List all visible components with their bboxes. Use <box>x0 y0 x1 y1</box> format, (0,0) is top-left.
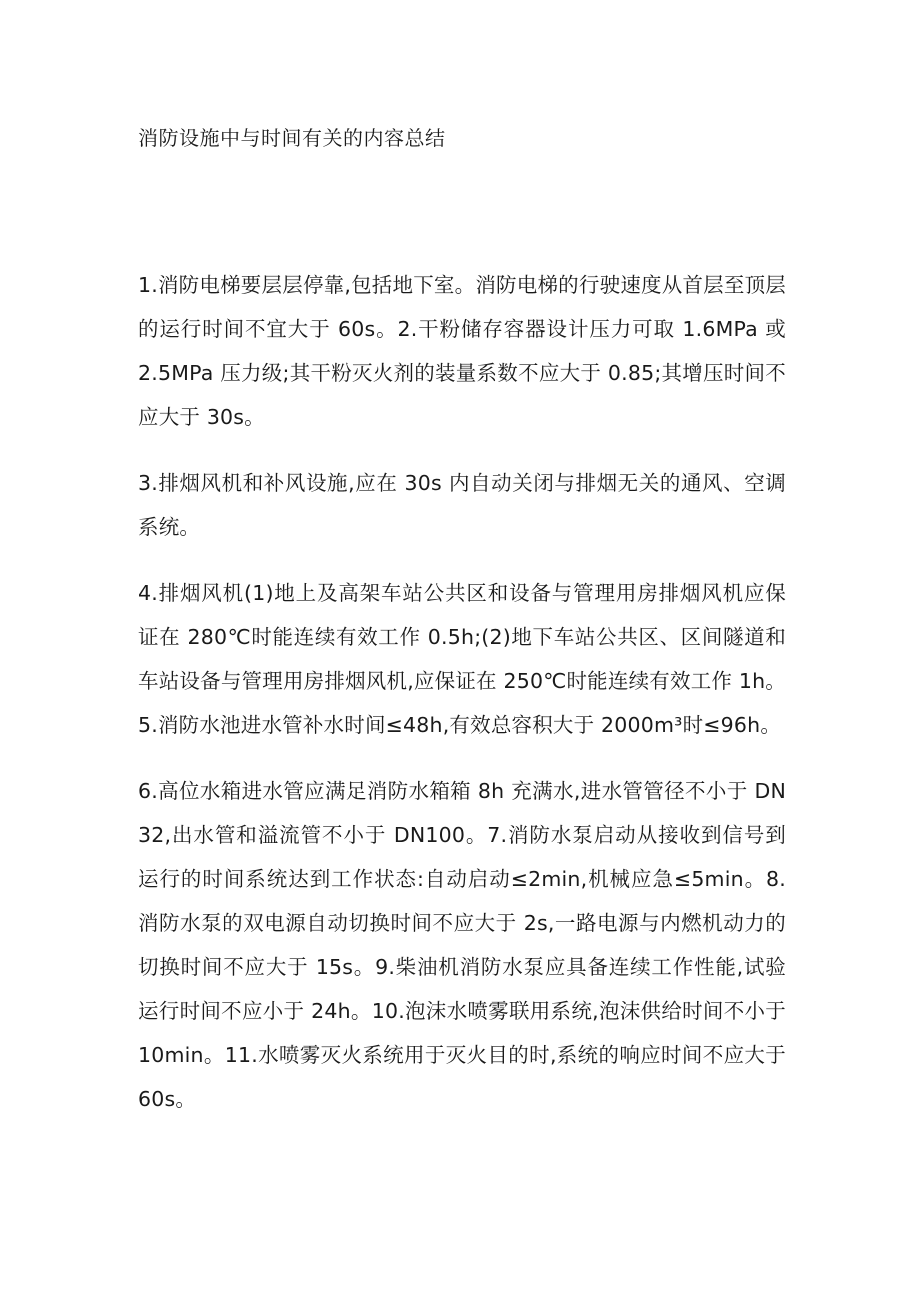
document-body <box>138 263 786 1143</box>
paragraph-2: 3.排烟风机和补风设施,应在 30s 内自动关闭与排烟无关的通风、空调系统。 <box>138 471 786 539</box>
document-title: 消防设施中与时间有关的内容总结 <box>138 126 446 150</box>
paragraph-3: 4.排烟风机(1)地上及高架车站公共区和设备与管理用房排烟风机应保证在 280℃时能连续有效工作 0.5h;(2)地下车站公共区、区间隧道和车站设备与管理用房排烟风机,应保证在 250℃时能连续有效工作 1h。5.消防水池进水管补水时间≤48h,有效总容积大于 2000m³时≤96h。 <box>138 581 786 737</box>
paragraph-4: 6.高位水箱进水管应满足消防水箱箱 8h 充满水,进水管管径不小于 DN32,出水管和溢流管不小于 DN100。7.消防水泵启动从接收到信号到运行的时间系统达到工作状态:自动启动≤2min,机械应急≤5min。8.消防水泵的双电源自动切换时间不应大于 2s,一路电源与内燃机动力的切换时间不应大于 15s。9.柴油机消防水泵应具备连续工作性能,试验运行时间不应小于 24h。10.泡沫水喷雾联用系统,泡沫供给时间不小于 10min。11.水喷雾灭火系统用于灭火目的时,系统的响应时间不应大于 60s。 <box>138 779 786 1111</box>
paragraph-1: 1.消防电梯要层层停靠,包括地下室。消防电梯的行驶速度从首层至顶层的运行时间不宜大于 60s。2.干粉储存容器设计压力可取 1.6MPa 或 2.5MPa 压力级;其干粉灭火剂的装量系数不应大于 0.85;其增压时间不应大于 30s。 <box>138 273 786 429</box>
